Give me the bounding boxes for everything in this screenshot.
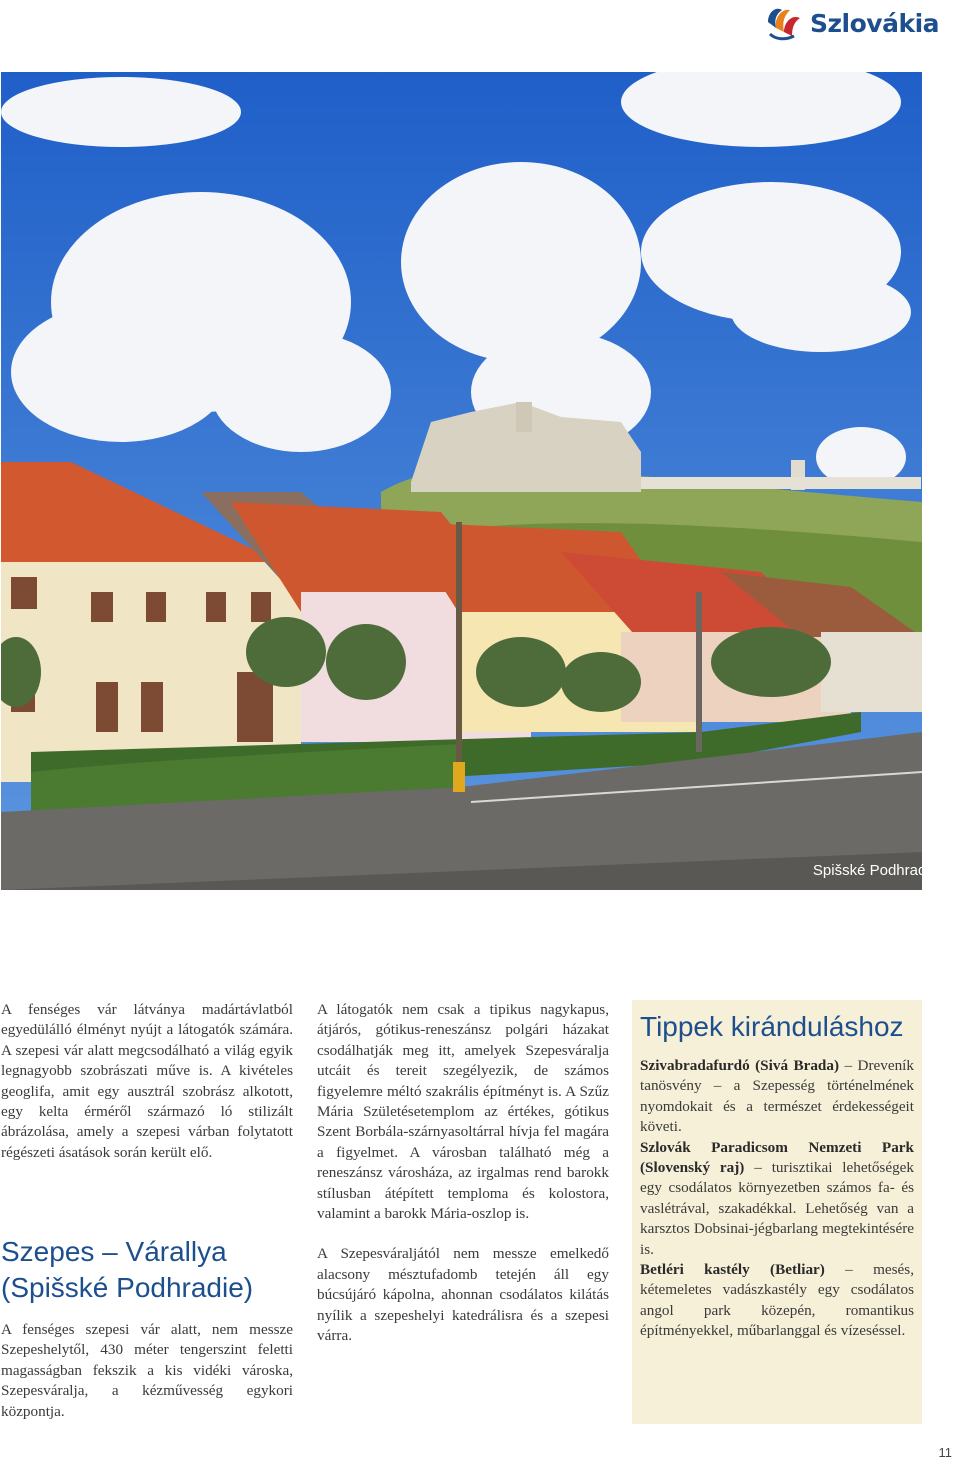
brand-name: Szlovákia <box>810 8 940 38</box>
section-paragraph-3: A Szepesváraljától nem messze emelkedő alacsony mésztufadomb tetején áll egy búcsújáró kápolna, ahonnan csodálatos kilátás nyílik a szepeshelyi katedrálisra és a szepesi várra. <box>317 1245 609 1345</box>
section-column-1 <box>1 1320 293 1442</box>
section-paragraph-1: A fenséges szepesi vár alatt, nem messze Szepeshelytől, 430 méter tengerszint feletti magasságban fekszik a kis vidéki városka, Szepesváralja, a kézművesség egykori központja. <box>1 1321 293 1420</box>
tip-text: – turisztikai lehetőségek egy csodálatos környezetben számos fa- és vaslétrával, szakadékkal. Lehetőség van a karsztos Dobsinai-jégbarlang megtekintésére is. <box>640 1159 914 1258</box>
flame-leaf-logo-icon <box>762 4 806 42</box>
tip-item <box>640 1138 914 1260</box>
hero-photo <box>1 72 922 890</box>
section-paragraph-2: A látogatók nem csak a tipikus nagykapus, átjárós, gótikus-reneszánsz polgári házakat csodálhatják meg itt, amelyek Szepesváralja utcáit és tereit szegélyezik, de számos figyelemre méltó szakrális építményt is. A Szűz Mária Születésetemplom az értékes, gótikus Szent Borbála-szárnyasoltárral hívja fel magára a figyelmet. A városban található még a reneszánsz városháza, az irgalmas rend barokk stílusban átépített temploma és kolostora, valamint a barokk Mária-oszlop is. <box>317 1001 609 1223</box>
photo-caption: Spišské Podhradie <box>812 862 938 879</box>
brand-logo <box>762 4 939 42</box>
section-column-2 <box>317 1000 609 1367</box>
tip-text: – mesés, kétemeletes vadászkastély egy csodálatos angol park közepén, romantikus építményekkel, műbarlanggal és vízeséssel. <box>640 1261 914 1340</box>
tips-box <box>632 1000 922 1424</box>
tip-item <box>640 1056 914 1138</box>
tip-text: – Dreveník tanösvény – a Szepesség történelmének nyomdokait és a természet érdekességeit követi. <box>640 1057 914 1136</box>
intro-paragraph: A fenséges vár látványa madártávlatból egyedülálló élményt nyújt a látogatók számára. A szepesi vár alatt megcsodálható a világ egyik legnagyobb szobrászati műve is. A kivételes geoglifa, amit egy ausztrál szobrász alkotott, egy kelta érméről származó ló stilizált ábrázolása, amely a szepesi várban folytatott régészeti ásatások során került elő. <box>1 1001 293 1161</box>
tip-name: Betléri kastély (Betliar) <box>640 1261 825 1279</box>
intro-column <box>1 1000 293 1183</box>
tip-name: Szlovák Paradicsom Nemzeti Park (Slovenský raj) <box>640 1138 914 1177</box>
tip-name: Szivabradafurdó (Sivá Brada) <box>640 1057 840 1074</box>
page-number: 11 <box>938 1445 952 1460</box>
tips-title: Tippek kiránduláshoz <box>640 1011 904 1042</box>
tip-item <box>640 1260 914 1342</box>
section-title: Szepes – Várallya (Spišské Podhradie) <box>1 1236 254 1303</box>
